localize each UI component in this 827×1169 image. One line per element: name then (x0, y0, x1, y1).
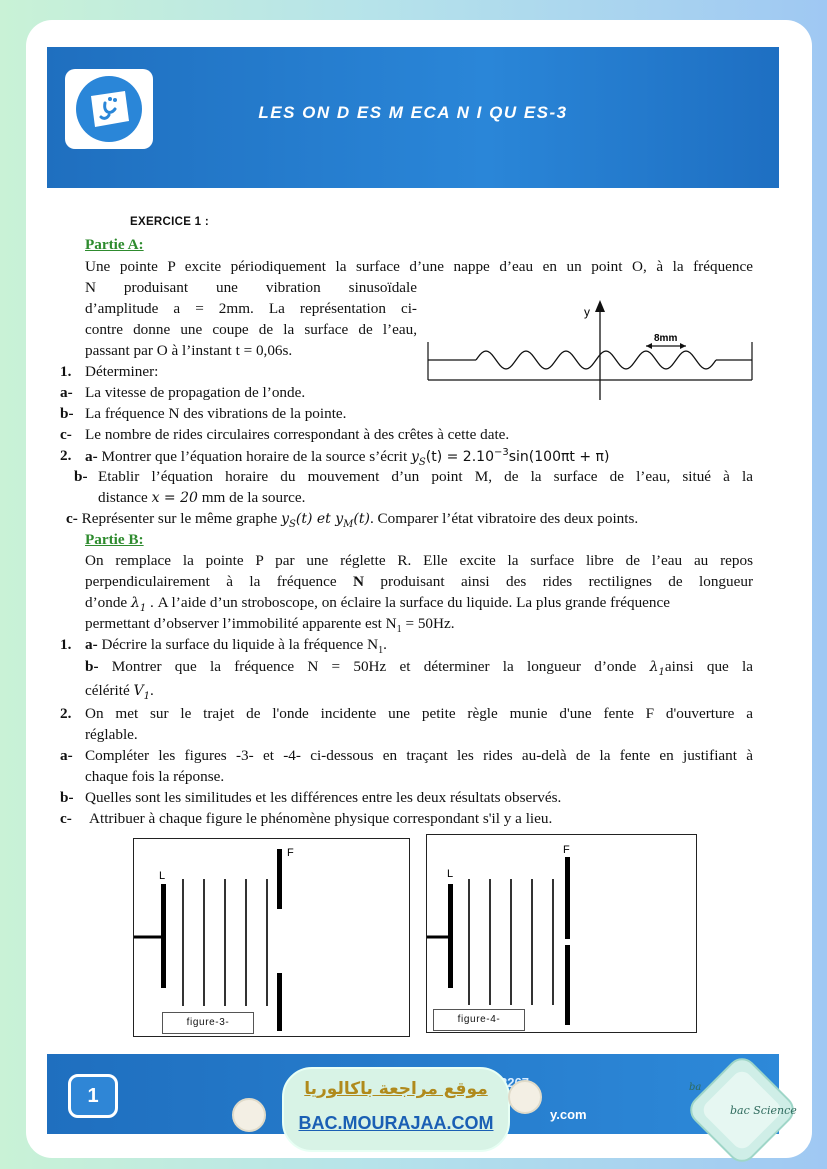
b-q1b-v-sub: 1 (143, 691, 150, 703)
reglette-label: L (159, 870, 166, 882)
partie-a-intro-line: Une pointe P excite périodiquement la surface d’une nappe d’eau en un point O, à la fréquence (85, 258, 753, 275)
barrier-top (565, 857, 570, 939)
watermark-url[interactable]: BAC.MOURAJAA.COM (298, 1113, 494, 1133)
wavelength-label: 8mm (654, 333, 678, 344)
q2b-line2-post: mm de la source. (201, 489, 306, 506)
partie-b-intro-l4: permettant d’observer l’immobilité apparente est N (85, 615, 397, 632)
q1-text: Déterminer: (85, 363, 159, 380)
b-q1a-label: a- (85, 636, 98, 653)
partie-b-intro-l2-post: produisant ainsi des rides rectilignes de longueur (380, 573, 754, 590)
q2c-eq-sub2: M (343, 519, 354, 531)
b-q1b-label: b- (85, 658, 99, 675)
bac-science-small: ba (689, 1082, 702, 1093)
partie-b-title: Partie B: (85, 531, 144, 548)
book-stack-icon (232, 1098, 266, 1132)
b-qb-text: Quelles sont les similitudes et les différences entre les deux résultats observés. (85, 789, 562, 806)
barrier-bottom (565, 945, 570, 1025)
y-axis-label: y (584, 305, 590, 319)
b-q1b-line2: célérité (85, 682, 130, 699)
q2c-eq-end: (t) (353, 511, 370, 527)
page-header (47, 47, 779, 188)
q2a-eq-exp: −3 (493, 447, 509, 458)
b-q1a-sub: 1 (378, 645, 384, 657)
exercise-title: EXERCICE 1 : (130, 216, 210, 228)
partie-a-intro-line: d’amplitude a = 2mm. La représentation ci- (85, 300, 417, 317)
book-stack-icon (508, 1080, 542, 1114)
q2b-line2-pre: distance (98, 489, 148, 506)
partie-b-intro-line: On remplace la pointe P par une réglette R. Elle excite la surface libre de l’eau au repos (85, 552, 753, 569)
lambda-sub: 1 (139, 603, 147, 615)
q2c-eq-sub1: S (289, 519, 296, 531)
q1-number: 1. (60, 363, 72, 380)
page-number: 1 (68, 1074, 118, 1118)
q2c-label: c- (66, 510, 78, 527)
q2b-line2-eq: x = 20 (151, 490, 198, 506)
partie-b-intro-l2-bold: N (353, 573, 364, 590)
document-title: LES ON D ES M ECA N I QU ES-3 (258, 103, 568, 122)
figure-4 (426, 834, 697, 1033)
b-q1-number: 1. (60, 636, 72, 653)
q2a-eq-sub: S (418, 457, 426, 469)
q2c-eq: y (281, 511, 289, 527)
reglette (448, 884, 453, 988)
fente-label: F (287, 847, 294, 859)
q1b-label: b- (60, 405, 74, 422)
q2c-post: . Comparer l’état vibratoire des deux points. (369, 510, 639, 527)
b-qc-label: c- (60, 810, 72, 827)
y-axis-arrow-icon (595, 300, 605, 312)
b-qa-label: a- (60, 747, 73, 764)
b-q1b-lambda-sub: 1 (658, 667, 665, 679)
q1a-text: La vitesse de propagation de l’onde. (85, 384, 306, 401)
b-q2-line1: On met sur le trajet de l'onde incidente une petite règle munie d'une fente F d'ouverture a (85, 705, 753, 722)
q2-number: 2. (60, 447, 72, 464)
q1c-label: c- (60, 426, 72, 443)
q2b-label: b- (74, 468, 88, 485)
q1a-label: a- (60, 384, 73, 401)
b-q1b-lambda: λ (649, 659, 659, 675)
watermark-arabic: موقع مراجعة باكالوريا (304, 1079, 488, 1099)
q2b-line1: Etablir l’équation horaire du mouvement d’un point M, de la surface de l’eau, situé à la (98, 468, 753, 485)
b-q1a-text: Décrire la surface du liquide à la fréquence N (101, 636, 379, 653)
b-qa-line2: chaque fois la réponse. (85, 768, 225, 785)
wave-fronts (469, 879, 553, 1005)
figure-4-label: figure-4- (433, 1009, 525, 1031)
partie-a-intro-line: passant par O à l’instant t = 0,06s. (85, 342, 293, 359)
figure-3 (133, 838, 410, 1037)
q2a-eq-end: sin(100πt + π) (508, 449, 610, 466)
reglette-label: L (447, 868, 454, 880)
wave-cross-section-graph (424, 296, 756, 406)
figure-3-label: figure-3- (162, 1012, 254, 1034)
fente-label: F (563, 844, 570, 856)
partie-a-title: Partie A: (85, 236, 144, 253)
b-q1b-text: Montrer que la fréquence N = 50Hz et déterminer la longueur d’onde (111, 658, 637, 675)
wave-profile (476, 351, 716, 369)
partie-b-intro-l3-pre: d’onde (85, 594, 128, 611)
bac-science-text: bac Science (730, 1104, 797, 1117)
partie-a-intro-line: contre donne une coupe de la surface de l’eau, (85, 321, 417, 338)
b-q1a-end: . (383, 636, 387, 653)
watermark-banner[interactable] (282, 1067, 510, 1152)
b-qc-text: Attribuer à chaque figure le phénomène physique correspondant s'il y a lieu. (89, 810, 553, 827)
wave-fronts (183, 879, 267, 1006)
partie-b-intro-l3-post: . A l’aide d’un stroboscope, on éclaire la surface du liquide. La plus grande fréquence (150, 594, 671, 611)
b-q2-line2: réglable. (85, 726, 138, 743)
q2a-label: a- (85, 448, 98, 466)
partie-b-intro-l4-end: = 50Hz. (401, 615, 455, 632)
b-q2-number: 2. (60, 705, 72, 722)
partie-b-intro-l2-pre: perpendiculairement à la fréquence (85, 573, 337, 590)
q2a-eq-rest: (t) = 2.10 (425, 449, 494, 466)
partie-a-intro-line: N produisant une vibration sinusoïdale (85, 279, 417, 296)
n1-sub: 1 (396, 624, 402, 636)
barrier-bottom (277, 973, 282, 1031)
q1b-text: La fréquence N des vibrations de la pointe. (85, 405, 347, 422)
q1c-text: Le nombre de rides circulaires correspondant à des crêtes à cette date. (85, 426, 510, 443)
b-q1b-post: ainsi que la (664, 658, 754, 675)
q2a-text: Montrer que l’équation horaire de la source s’écrit (101, 448, 408, 466)
reglette (161, 884, 166, 988)
q2a-eq-y: y (410, 449, 419, 466)
b-qa-line1: Compléter les figures -3- et -4- ci-dessous en traçant les rides au-delà de la fente en justifiant à (85, 747, 753, 764)
b-q1b-v: V (133, 683, 144, 699)
b-qb-label: b- (60, 789, 74, 806)
b-q1b-line2-end: . (149, 682, 154, 699)
q2c-eq-mid: (t) et y (295, 511, 344, 527)
barrier-top (277, 849, 282, 909)
lambda-symbol: λ (130, 595, 140, 611)
bac-science-badge (684, 1052, 799, 1167)
footer-faint-domain: y.com (550, 1107, 587, 1122)
q2c-pre: Représenter sur le même graphe (81, 510, 278, 527)
